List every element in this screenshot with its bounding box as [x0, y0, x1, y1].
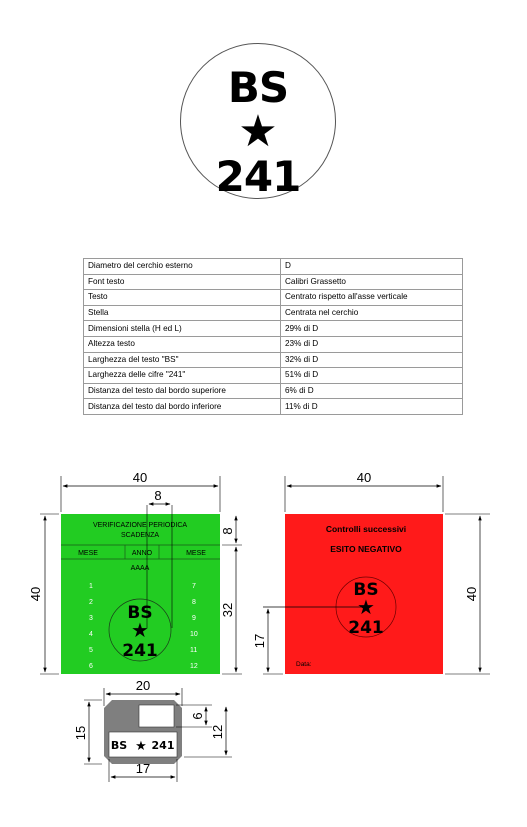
green-dim-width: 40 — [132, 470, 148, 485]
green-year: AAAA — [130, 565, 150, 572]
green-num-left-3: 3 — [89, 615, 93, 622]
green-dim-header: 8 — [220, 527, 235, 535]
spec-value-cell: 11% di D — [281, 399, 463, 415]
small-dim-bottom: 17 — [135, 761, 151, 776]
spec-value-cell: 32% di D — [281, 352, 463, 368]
spec-value-cell: 29% di D — [281, 321, 463, 337]
spec-property-cell: Testo — [84, 290, 281, 306]
green-num-right-10: 10 — [190, 631, 198, 638]
red-seal-star-icon: ★ — [357, 595, 375, 619]
green-num-left-4: 4 — [89, 631, 93, 638]
seal-text-number: 241 — [215, 152, 301, 201]
spec-value-cell: Centrata nel cerchio — [281, 305, 463, 321]
spec-value-cell: 51% di D — [281, 368, 463, 384]
small-label-bs: BS — [110, 739, 128, 752]
small-label-star-icon: ★ — [135, 739, 147, 754]
green-num-left-6: 6 — [89, 663, 93, 670]
small-dim-left: 15 — [73, 725, 88, 741]
small-label-window — [139, 705, 174, 727]
spec-property-cell: Distanza del testo dal bordo superiore — [84, 383, 281, 399]
spec-property-cell: Diametro del cerchio esterno — [84, 259, 281, 275]
small-label-number: 241 — [151, 739, 175, 752]
spec-property-cell: Larghezza del testo "BS" — [84, 352, 281, 368]
spec-property-cell: Dimensioni stella (H ed L) — [84, 321, 281, 337]
red-seal-bs: BS — [353, 580, 379, 600]
small-label — [73, 678, 232, 782]
spec-property-cell: Font testo — [84, 274, 281, 290]
spec-value-cell: 6% di D — [281, 383, 463, 399]
green-col-mid: ANNO — [131, 550, 153, 557]
green-num-left-2: 2 — [89, 599, 93, 606]
red-title-line2: ESITO NEGATIVO — [330, 544, 402, 554]
green-dim-body: 32 — [220, 602, 235, 618]
green-num-right-12: 12 — [190, 663, 198, 670]
green-title-line1: VERIFICAZIONE PERIODICA — [92, 522, 188, 529]
spec-property-cell: Stella — [84, 305, 281, 321]
spec-property-cell: Altezza testo — [84, 336, 281, 352]
small-dim-window: 6 — [190, 712, 205, 720]
red-label — [252, 470, 490, 674]
green-dim-height: 40 — [28, 586, 43, 602]
small-dim-top: 20 — [135, 678, 151, 693]
green-label — [28, 470, 242, 674]
red-date-label: Data: — [296, 661, 312, 668]
green-col-right: MESE — [186, 550, 206, 557]
spec-value-cell: Centrato rispetto all'asse verticale — [281, 290, 463, 306]
green-dim-col: 8 — [154, 488, 162, 503]
red-dim-center: 17 — [252, 633, 267, 649]
green-num-left-1: 1 — [89, 583, 93, 590]
green-num-right-7: 7 — [192, 583, 196, 590]
green-col-left: MESE — [78, 550, 98, 557]
green-seal-number: 241 — [122, 641, 158, 661]
spec-value-cell: Calibri Grassetto — [281, 274, 463, 290]
green-num-left-5: 5 — [89, 647, 93, 654]
green-seal-bs: BS — [127, 603, 153, 623]
spec-property-cell: Larghezza delle cifre "241" — [84, 368, 281, 384]
spec-value-cell: 23% di D — [281, 336, 463, 352]
green-num-right-8: 8 — [192, 599, 196, 606]
spec-value-cell: D — [281, 259, 463, 275]
red-dim-height: 40 — [464, 586, 479, 602]
green-num-right-11: 11 — [190, 647, 198, 654]
green-seal-star-icon: ★ — [131, 618, 149, 642]
green-title-line2: SCADENZA — [120, 532, 160, 539]
red-dim-width: 40 — [356, 470, 372, 485]
small-dim-right: 12 — [210, 724, 225, 740]
seal-text-bs: BS — [227, 63, 289, 112]
red-title-line1: Controlli successivi — [325, 524, 407, 534]
spec-property-cell: Distanza del testo dal bordo inferiore — [84, 399, 281, 415]
seal-star-icon: ★ — [238, 106, 278, 157]
red-seal-number: 241 — [348, 618, 384, 638]
green-num-right-9: 9 — [192, 615, 196, 622]
